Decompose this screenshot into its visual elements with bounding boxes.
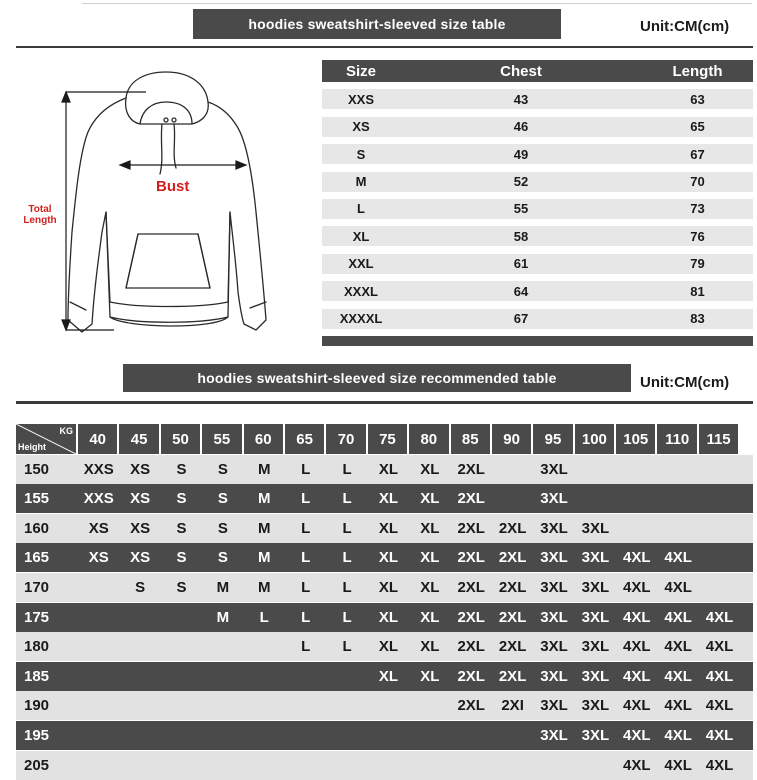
bust-label: Bust (156, 178, 190, 195)
height-cell: 190 (24, 697, 50, 715)
size-recommendation-cell: XL (420, 578, 440, 596)
size-recommendation-cell: 4XL (705, 697, 734, 715)
size-recommendation-cell: 2XL (457, 549, 485, 567)
size-table-row (322, 117, 753, 137)
weight-header-cell: 90 (492, 424, 531, 454)
weight-header-cell: 95 (533, 424, 572, 454)
size-recommendation-cell: 3XL (540, 549, 568, 567)
weight-header-cell: 70 (326, 424, 365, 454)
size-recommendation-cell: L (342, 608, 352, 626)
size-recommendation-cell: XS (130, 519, 151, 537)
length-cell: 83 (690, 311, 705, 327)
size-recommendation-cell: 2XL (498, 667, 527, 685)
size-table-footer-bar (322, 336, 753, 346)
size-recommendation-cell: S (217, 490, 228, 508)
size-recommendation-cell: S (176, 460, 187, 478)
size-recommendation-cell: S (176, 519, 187, 537)
size-table-row (322, 199, 753, 219)
size-recommendation-cell: L (301, 608, 311, 626)
size-recommendation-cell: XL (420, 490, 440, 508)
size-recommendation-cell: 2XL (457, 697, 485, 715)
size-recommendation-cell: S (176, 490, 187, 508)
size-recommendation-cell: XS (88, 519, 109, 537)
weight-header-cell: 80 (409, 424, 448, 454)
recommended-table-title: hoodies sweatshirt-sleeved size recommended table (123, 364, 631, 392)
size-recommendation-cell: 4XL (664, 578, 692, 596)
size-table-row (322, 226, 753, 246)
size-recommendation-cell: 4XL (705, 667, 734, 685)
size-recommendation-cell: 4XL (664, 638, 692, 656)
size-table-row (322, 281, 753, 301)
size-table-unit: Unit:CM(cm) (640, 18, 730, 35)
size-recommendation-cell: 3XL (540, 519, 568, 537)
size-recommendation-cell: M (258, 578, 271, 596)
size-recommendation-cell: 3XL (581, 608, 610, 626)
size-recommendation-cell: 4XL (623, 549, 651, 567)
recommended-table-row (16, 721, 753, 750)
recommended-table-header (16, 424, 753, 454)
size-table-row (322, 89, 753, 109)
size-recommendation-cell: 2XL (498, 578, 527, 596)
height-cell: 185 (24, 667, 50, 685)
recommended-table-unit: Unit:CM(cm) (640, 374, 730, 391)
size-recommendation-cell: 4XL (623, 667, 651, 685)
height-cell: 160 (24, 519, 50, 537)
size-recommendation-cell: L (342, 578, 352, 596)
size-recommendation-cell: 3XL (540, 638, 568, 656)
corner-cell (16, 424, 76, 454)
size-recommendation-cell: 3XL (540, 490, 568, 508)
weight-header-cell: 45 (119, 424, 158, 454)
size-recommendation-cell: 2XL (498, 519, 527, 537)
size-recommendation-cell: 4XL (705, 608, 734, 626)
size-table-row (322, 144, 753, 164)
size-recommendation-cell: 4XL (664, 726, 692, 744)
chest-cell: 64 (513, 283, 529, 299)
size-cell: XXXXL (339, 311, 383, 327)
weight-header-cell: 50 (161, 424, 200, 454)
size-recommendation-cell: 3XL (581, 578, 610, 596)
size-recommendation-cell: XL (420, 460, 440, 478)
size-recommendation-cell: XL (420, 549, 440, 567)
size-recommendation-cell: 4XL (664, 608, 692, 626)
weight-header-cell: 40 (78, 424, 117, 454)
size-recommendation-cell: 2XI (501, 697, 524, 715)
size-recommendation-cell: L (259, 608, 269, 626)
size-recommendation-cell: L (301, 460, 311, 478)
size-recommendation-cell: 4XL (664, 549, 692, 567)
height-cell: 155 (24, 490, 50, 508)
size-recommendation-cell: XXS (83, 460, 114, 478)
height-cell: 150 (24, 460, 50, 478)
size-recommendation-cell: L (342, 490, 352, 508)
chest-cell: 52 (513, 174, 529, 190)
size-recommendation-cell: XL (378, 460, 399, 478)
corner-kg-label: KG (59, 426, 73, 436)
size-recommendation-cell: M (258, 519, 271, 537)
length-cell: 81 (690, 283, 705, 299)
size-recommendation-cell: 3XL (540, 726, 568, 744)
length-cell: 79 (690, 256, 705, 272)
size-recommendation-cell: L (301, 490, 311, 508)
height-cell: 170 (24, 578, 50, 596)
size-recommendation-cell: 3XL (581, 667, 610, 685)
size-recommendation-cell: 4XL (623, 726, 651, 744)
size-recommendation-cell: XL (420, 667, 440, 685)
recommended-table (16, 424, 753, 780)
recommended-table-row (16, 662, 753, 691)
size-recommendation-cell: XL (378, 549, 399, 567)
weight-header-cell: 75 (368, 424, 407, 454)
header-length: Length (672, 62, 723, 80)
height-cell: 180 (24, 638, 50, 656)
size-table-title: hoodies sweatshirt-sleeved size table (193, 9, 561, 39)
size-recommendation-cell: XL (420, 519, 440, 537)
chest-cell: 43 (513, 91, 529, 107)
recommended-table-row (16, 484, 753, 513)
recommended-table-row (16, 691, 753, 720)
size-recommendation-cell: 2XL (457, 638, 485, 656)
chest-cell: 61 (513, 256, 529, 272)
recommended-table-row (16, 543, 753, 572)
size-recommendation-cell: S (217, 549, 228, 567)
size-recommendation-cell: 3XL (581, 638, 610, 656)
size-cell: L (357, 201, 365, 217)
size-recommendation-cell: 3XL (540, 697, 568, 715)
size-recommendation-cell: 2XL (457, 519, 485, 537)
chest-cell: 55 (513, 201, 529, 217)
length-cell: 65 (690, 119, 705, 135)
weight-header-cell: 85 (451, 424, 490, 454)
size-cell: XS (352, 119, 370, 135)
size-recommendation-cell: L (342, 519, 352, 537)
size-recommendation-cell: 4XL (623, 756, 651, 774)
section-divider (16, 46, 753, 48)
size-recommendation-cell: XL (378, 578, 399, 596)
size-recommendation-cell: S (217, 460, 228, 478)
size-recommendation-cell: S (176, 549, 187, 567)
size-recommendation-cell: L (301, 578, 311, 596)
size-recommendation-cell: 3XL (540, 460, 568, 478)
weight-header-cell: 55 (202, 424, 241, 454)
size-recommendation-cell: 4XL (705, 756, 734, 774)
size-recommendation-cell: XL (420, 608, 440, 626)
size-recommendation-cell: M (258, 549, 271, 567)
size-recommendation-cell: 4XL (664, 697, 692, 715)
size-recommendation-cell: 3XL (581, 519, 610, 537)
size-recommendation-cell: 2XL (457, 460, 485, 478)
size-recommendation-cell: XL (378, 667, 399, 685)
length-cell: 73 (690, 201, 705, 217)
size-recommendation-cell: 2XL (457, 608, 485, 626)
size-recommendation-cell: 3XL (540, 578, 568, 596)
recommended-table-row (16, 573, 753, 602)
size-recommendation-cell: 3XL (540, 608, 568, 626)
size-table-header (322, 60, 753, 82)
corner-height-label: Height (18, 442, 46, 452)
size-recommendation-cell: XS (130, 490, 151, 508)
size-recommendation-cell: XS (130, 460, 151, 478)
size-recommendation-cell: 3XL (581, 697, 610, 715)
size-recommendation-cell: 2XL (457, 490, 485, 508)
size-recommendation-cell: 4XL (623, 697, 651, 715)
chest-cell: 49 (513, 146, 529, 162)
size-recommendation-cell: 4XL (705, 726, 734, 744)
top-divider (82, 3, 752, 4)
size-recommendation-cell: 4XL (623, 608, 651, 626)
recommended-table-row (16, 632, 753, 661)
size-recommendation-cell: L (301, 549, 311, 567)
section-divider (16, 401, 753, 404)
size-recommendation-cell: XXS (83, 490, 114, 508)
recommended-table-row (16, 514, 753, 543)
size-recommendation-cell: S (217, 519, 228, 537)
size-recommendation-cell: 2XL (498, 549, 527, 567)
recommended-table-row (16, 751, 753, 780)
size-recommendation-cell: M (216, 608, 230, 626)
length-cell: 70 (690, 174, 705, 190)
size-recommendation-cell: 4XL (664, 756, 692, 774)
size-recommendation-cell: M (258, 460, 271, 478)
size-table-row (322, 309, 753, 329)
size-table-row (322, 172, 753, 192)
size-recommendation-cell: XL (378, 519, 399, 537)
weight-header-cell: 60 (244, 424, 283, 454)
weight-header-cell: 65 (285, 424, 324, 454)
size-recommendation-cell: L (342, 460, 352, 478)
total-length-label: Total Length (23, 204, 57, 226)
size-cell: XXXL (344, 283, 378, 299)
size-recommendation-cell: 3XL (581, 726, 610, 744)
length-cell: 67 (690, 146, 705, 162)
size-cell: XXS (347, 91, 374, 107)
weight-header-cell: 100 (575, 424, 614, 454)
size-recommendation-cell: XL (378, 638, 399, 656)
length-cell: 63 (690, 91, 705, 107)
size-recommendation-cell: XL (378, 490, 399, 508)
size-recommendation-cell: L (342, 549, 352, 567)
height-cell: 175 (24, 608, 50, 626)
size-recommendation-cell: M (258, 490, 271, 508)
size-recommendation-cell: L (342, 638, 352, 656)
weight-header-cell: 115 (699, 424, 738, 454)
size-recommendation-cell: L (301, 519, 311, 537)
height-cell: 205 (24, 756, 50, 774)
size-recommendation-cell: 2XL (457, 578, 485, 596)
size-recommendation-cell: M (216, 578, 230, 596)
chest-cell: 58 (513, 228, 529, 244)
weight-header-cell: 110 (657, 424, 696, 454)
size-cell: S (356, 146, 366, 162)
recommended-table-row (16, 455, 753, 484)
height-cell: 195 (24, 726, 50, 744)
length-cell: 76 (690, 228, 705, 244)
size-table (322, 60, 753, 346)
size-cell: M (355, 174, 367, 190)
size-recommendation-cell: XS (88, 549, 109, 567)
size-recommendation-cell: XS (130, 549, 151, 567)
size-recommendation-cell: 2XL (498, 608, 527, 626)
chest-cell: 67 (513, 311, 529, 327)
size-recommendation-cell: 2XL (457, 667, 485, 685)
height-cell: 165 (24, 549, 50, 567)
size-cell: XL (352, 228, 370, 244)
size-recommendation-cell: 3XL (581, 549, 610, 567)
size-recommendation-cell: 4XL (623, 638, 651, 656)
size-recommendation-cell: L (301, 638, 311, 656)
size-recommendation-cell: 2XL (498, 638, 527, 656)
size-recommendation-cell: XL (378, 608, 399, 626)
size-recommendation-cell: 4XL (623, 578, 651, 596)
size-recommendation-cell: S (135, 578, 146, 596)
size-cell: XXL (348, 256, 374, 272)
size-recommendation-cell: 3XL (540, 667, 568, 685)
weight-header-cell: 105 (616, 424, 655, 454)
recommended-table-row (16, 603, 753, 632)
size-recommendation-cell: S (176, 578, 187, 596)
size-table-row (322, 254, 753, 274)
size-recommendation-cell: 4XL (705, 638, 734, 656)
header-chest: Chest (500, 62, 542, 80)
size-recommendation-cell: XL (420, 638, 440, 656)
size-recommendation-cell: 4XL (664, 667, 692, 685)
header-size: Size (345, 62, 376, 80)
chest-cell: 46 (513, 119, 529, 135)
